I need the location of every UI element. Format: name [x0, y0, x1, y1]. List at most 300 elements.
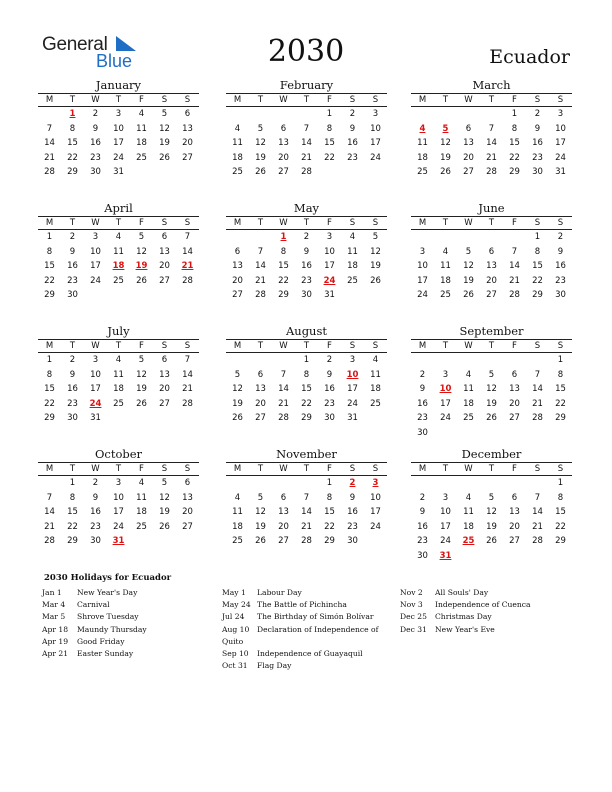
day-cell: 12 — [463, 261, 474, 272]
day-cell: 25 — [136, 521, 147, 532]
day-cell: 23 — [347, 152, 358, 163]
day-cell: 22 — [67, 152, 78, 163]
day-cell: 12 — [255, 507, 266, 518]
week-row — [226, 259, 387, 274]
day-cell: 18 — [232, 521, 243, 532]
day-cell: 2 — [557, 232, 564, 242]
holiday-entry — [222, 648, 392, 660]
weekday-label: F — [139, 341, 144, 351]
month-name: February — [279, 78, 334, 92]
day-cell: 16 — [347, 138, 358, 149]
day-cell: 8 — [46, 369, 53, 380]
day-cell: 17 — [370, 507, 381, 518]
day-cell: 15 — [555, 384, 566, 395]
week-row — [411, 382, 572, 397]
week-row — [226, 245, 387, 260]
generalblue-logo — [42, 34, 142, 70]
day-cell: 1 — [511, 109, 518, 119]
weekday-label: F — [139, 464, 144, 474]
day-cell: 7 — [184, 355, 191, 365]
empty-day-cell — [364, 534, 387, 549]
week-row — [38, 520, 199, 535]
weekday-label: T — [115, 95, 122, 105]
holiday-entry — [42, 648, 212, 660]
weekday-label: T — [115, 341, 122, 351]
empty-day-cell — [457, 107, 480, 122]
weekday-label: S — [349, 341, 356, 351]
weekday-label: W — [91, 218, 100, 228]
week-row — [411, 411, 572, 426]
day-cell: 6 — [280, 123, 287, 134]
day-cell: 16 — [417, 398, 428, 409]
weekday-header — [411, 93, 572, 107]
day-cell: 28 — [301, 167, 312, 178]
day-cell: 13 — [159, 369, 170, 380]
day-cell: 8 — [534, 246, 541, 257]
day-cell: 16 — [347, 507, 358, 518]
weekday-header — [411, 216, 572, 230]
holiday-day: 1 — [69, 109, 76, 119]
empty-day-cell — [480, 476, 503, 491]
day-cell: 13 — [509, 384, 520, 395]
day-cell: 23 — [417, 413, 428, 424]
holiday-column — [222, 587, 392, 672]
empty-day-cell — [249, 230, 272, 245]
empty-day-cell — [526, 353, 549, 368]
weekday-label: M — [233, 464, 242, 474]
day-cell: 12 — [159, 123, 170, 134]
day-cell: 18 — [440, 275, 451, 286]
day-cell: 17 — [90, 261, 101, 272]
day-cell: 27 — [159, 275, 170, 286]
day-cell: 26 — [159, 521, 170, 532]
week-row — [411, 122, 572, 137]
day-cell: 29 — [555, 536, 566, 547]
week-row — [38, 107, 199, 122]
day-cell: 9 — [557, 246, 564, 257]
month-august — [226, 324, 387, 426]
weekday-label: S — [184, 464, 191, 474]
day-cell: 1 — [303, 355, 310, 365]
weekday-label: S — [184, 95, 191, 105]
day-cell: 29 — [278, 290, 289, 301]
holiday-date: Apr 19 — [42, 636, 69, 646]
empty-day-cell — [176, 411, 199, 426]
weekday-label: T — [69, 464, 76, 474]
empty-day-cell — [480, 353, 503, 368]
day-cell: 28 — [255, 290, 266, 301]
day-cell: 15 — [532, 261, 543, 272]
holiday-name: Labour Day — [257, 588, 302, 597]
empty-day-cell — [434, 230, 457, 245]
day-cell: 20 — [159, 384, 170, 395]
empty-day-cell — [503, 230, 526, 245]
holiday-entry — [42, 624, 212, 636]
weekday-label: S — [557, 95, 564, 105]
day-cell: 8 — [511, 123, 518, 134]
day-cell: 7 — [184, 232, 191, 242]
day-cell: 4 — [234, 123, 241, 134]
empty-day-cell — [130, 288, 153, 303]
weekday-label: S — [349, 95, 356, 105]
day-cell: 19 — [136, 384, 147, 395]
day-cell: 22 — [324, 521, 335, 532]
day-cell: 4 — [138, 109, 145, 119]
weekday-label: M — [233, 218, 242, 228]
month-name: September — [459, 324, 524, 338]
holiday-day: 1 — [280, 232, 287, 242]
empty-day-cell — [526, 549, 549, 564]
weekday-label: S — [534, 95, 541, 105]
week-row — [411, 534, 572, 549]
day-cell: 1 — [534, 232, 541, 242]
month-july — [38, 324, 199, 426]
empty-day-cell — [153, 534, 176, 549]
weekday-label: F — [327, 464, 332, 474]
holiday-date: Apr 21 — [42, 649, 69, 659]
week-row — [411, 368, 572, 383]
day-cell: 15 — [301, 384, 312, 395]
day-cell: 15 — [324, 138, 335, 149]
day-cell: 8 — [69, 492, 76, 503]
holiday-name: Independence of Cuenca — [435, 600, 531, 610]
day-cell: 12 — [136, 246, 147, 257]
empty-day-cell — [130, 165, 153, 180]
weekday-header — [38, 93, 199, 107]
holiday-column — [400, 587, 570, 636]
day-cell: 7 — [46, 123, 53, 134]
empty-day-cell — [411, 107, 434, 122]
holiday-date: Dec 31 — [400, 624, 427, 634]
day-cell: 25 — [463, 413, 474, 424]
day-cell: 21 — [278, 398, 289, 409]
day-cell: 26 — [136, 275, 147, 286]
day-cell: 27 — [278, 536, 289, 547]
day-cell: 14 — [532, 384, 543, 395]
day-cell: 22 — [509, 152, 520, 163]
day-cell: 23 — [301, 275, 312, 286]
empty-day-cell — [226, 476, 249, 491]
day-cell: 3 — [557, 109, 564, 119]
day-cell: 15 — [44, 261, 55, 272]
day-cell: 15 — [509, 138, 520, 149]
day-cell: 30 — [301, 290, 312, 301]
day-cell: 6 — [257, 369, 264, 380]
day-cell: 14 — [182, 369, 193, 380]
day-cell: 22 — [44, 398, 55, 409]
week-row — [411, 426, 572, 441]
holiday-date: Dec 25 — [400, 612, 427, 622]
day-cell: 28 — [486, 167, 497, 178]
day-cell: 16 — [67, 384, 78, 395]
day-cell: 5 — [234, 369, 241, 380]
weekday-label: M — [45, 464, 54, 474]
day-cell: 14 — [301, 138, 312, 149]
day-cell: 23 — [532, 152, 543, 163]
day-cell: 11 — [463, 507, 474, 518]
day-cell: 17 — [324, 261, 335, 272]
day-cell: 29 — [509, 167, 520, 178]
day-cell: 28 — [182, 275, 193, 286]
weekday-label: T — [442, 341, 449, 351]
day-cell: 6 — [234, 246, 241, 257]
day-cell: 18 — [417, 152, 428, 163]
week-row — [226, 505, 387, 520]
day-cell: 3 — [115, 109, 122, 119]
weekday-label: W — [91, 95, 100, 105]
weekday-label: F — [327, 95, 332, 105]
day-cell: 12 — [255, 138, 266, 149]
day-cell: 2 — [419, 492, 426, 503]
day-cell: 19 — [463, 275, 474, 286]
empty-day-cell — [364, 288, 387, 303]
day-cell: 23 — [67, 275, 78, 286]
weekday-label: T — [257, 464, 264, 474]
empty-day-cell — [249, 476, 272, 491]
day-cell: 18 — [347, 261, 358, 272]
day-cell: 28 — [278, 413, 289, 424]
day-cell: 14 — [509, 261, 520, 272]
empty-day-cell — [226, 353, 249, 368]
day-cell: 2 — [349, 109, 356, 119]
day-cell: 12 — [136, 369, 147, 380]
holiday-entry — [42, 587, 212, 599]
day-cell: 30 — [417, 550, 428, 561]
day-cell: 14 — [44, 138, 55, 149]
empty-day-cell — [364, 165, 387, 180]
day-cell: 8 — [69, 123, 76, 134]
weekday-label: T — [115, 464, 122, 474]
month-november — [226, 447, 387, 549]
weekday-header — [38, 462, 199, 476]
day-cell: 17 — [370, 138, 381, 149]
day-cell: 20 — [182, 507, 193, 518]
day-cell: 10 — [555, 123, 566, 134]
day-cell: 3 — [115, 478, 122, 488]
holiday-day: 3 — [372, 478, 379, 488]
day-cell: 27 — [232, 290, 243, 301]
day-cell: 29 — [67, 167, 78, 178]
month-january — [38, 78, 199, 180]
day-cell: 4 — [442, 246, 449, 257]
weekday-label: S — [557, 218, 564, 228]
weekday-label: S — [184, 218, 191, 228]
holiday-name: Maundy Thursday — [77, 624, 147, 634]
week-row — [38, 122, 199, 137]
day-cell: 12 — [486, 507, 497, 518]
week-row — [38, 476, 199, 491]
day-cell: 11 — [113, 246, 124, 257]
day-cell: 12 — [440, 138, 451, 149]
weekday-header — [226, 216, 387, 230]
empty-day-cell — [411, 476, 434, 491]
day-cell: 24 — [417, 290, 428, 301]
holiday-date: Nov 3 — [400, 600, 423, 610]
empty-day-cell — [38, 107, 61, 122]
empty-day-cell — [434, 353, 457, 368]
day-cell: 14 — [486, 138, 497, 149]
week-row — [411, 259, 572, 274]
week-row — [38, 397, 199, 412]
day-cell: 9 — [69, 246, 76, 257]
day-cell: 17 — [417, 275, 428, 286]
week-row — [38, 288, 199, 303]
week-row — [411, 245, 572, 260]
empty-day-cell — [153, 288, 176, 303]
day-cell: 18 — [232, 152, 243, 163]
empty-day-cell — [411, 353, 434, 368]
holiday-column — [42, 587, 212, 660]
empty-day-cell — [503, 476, 526, 491]
day-cell: 15 — [555, 507, 566, 518]
weekday-label: W — [279, 218, 288, 228]
day-cell: 11 — [347, 246, 358, 257]
holiday-day: 31 — [112, 536, 125, 547]
weekday-label: W — [464, 95, 473, 105]
day-cell: 25 — [232, 536, 243, 547]
holiday-day: 18 — [112, 261, 125, 272]
weekday-label: M — [418, 95, 427, 105]
weekday-label: T — [303, 95, 310, 105]
day-cell: 4 — [138, 478, 145, 488]
day-cell: 16 — [90, 138, 101, 149]
day-cell: 15 — [324, 507, 335, 518]
day-cell: 9 — [534, 123, 541, 134]
day-cell: 25 — [417, 167, 428, 178]
day-cell: 12 — [486, 384, 497, 395]
week-row — [38, 165, 199, 180]
day-cell: 23 — [555, 275, 566, 286]
weekday-label: S — [184, 341, 191, 351]
weekday-label: M — [418, 464, 427, 474]
day-cell: 21 — [301, 521, 312, 532]
day-cell: 31 — [113, 167, 124, 178]
day-cell: 4 — [115, 232, 122, 242]
week-row — [38, 411, 199, 426]
day-cell: 2 — [92, 109, 99, 119]
day-cell: 8 — [557, 492, 564, 503]
day-cell: 28 — [509, 290, 520, 301]
day-cell: 5 — [488, 492, 495, 503]
empty-day-cell — [130, 534, 153, 549]
weekday-label: T — [69, 341, 76, 351]
day-cell: 4 — [234, 492, 241, 503]
day-cell: 27 — [255, 413, 266, 424]
day-cell: 11 — [440, 261, 451, 272]
empty-day-cell — [249, 353, 272, 368]
weekday-label: S — [349, 464, 356, 474]
week-row — [226, 151, 387, 166]
holiday-name: The Battle of Pichincha — [257, 600, 347, 610]
day-cell: 3 — [419, 246, 426, 257]
day-cell: 5 — [161, 109, 168, 119]
day-cell: 10 — [90, 369, 101, 380]
day-cell: 3 — [442, 492, 449, 503]
day-cell: 13 — [255, 384, 266, 395]
day-cell: 26 — [370, 275, 381, 286]
weekday-label: T — [488, 95, 495, 105]
holiday-day: 31 — [439, 550, 452, 561]
holiday-name: Christmas Day — [435, 612, 492, 622]
day-cell: 30 — [67, 413, 78, 424]
day-cell: 19 — [159, 138, 170, 149]
weekday-label: F — [139, 218, 144, 228]
day-cell: 31 — [347, 413, 358, 424]
holiday-name: New Year's Eve — [435, 624, 495, 634]
day-cell: 25 — [232, 167, 243, 178]
day-cell: 20 — [278, 152, 289, 163]
day-cell: 6 — [161, 232, 168, 242]
logo-general-text: General — [42, 34, 108, 55]
day-cell: 15 — [44, 384, 55, 395]
month-name: August — [285, 324, 327, 338]
day-cell: 22 — [532, 275, 543, 286]
day-cell: 13 — [278, 138, 289, 149]
weekday-header — [411, 462, 572, 476]
day-cell: 2 — [92, 478, 99, 488]
weekday-label: S — [534, 341, 541, 351]
week-row — [226, 491, 387, 506]
day-cell: 27 — [463, 167, 474, 178]
day-cell: 6 — [184, 478, 191, 488]
day-cell: 21 — [44, 521, 55, 532]
day-cell: 19 — [486, 398, 497, 409]
empty-day-cell — [434, 426, 457, 441]
day-cell: 13 — [232, 261, 243, 272]
day-cell: 14 — [532, 507, 543, 518]
day-cell: 25 — [370, 398, 381, 409]
week-row — [411, 491, 572, 506]
day-cell: 6 — [465, 123, 472, 134]
day-cell: 11 — [232, 507, 243, 518]
day-cell: 2 — [534, 109, 541, 119]
day-cell: 3 — [326, 232, 333, 242]
day-cell: 13 — [463, 138, 474, 149]
weekday-label: M — [418, 218, 427, 228]
weekday-label: M — [45, 341, 54, 351]
day-cell: 22 — [44, 275, 55, 286]
weekday-label: T — [69, 218, 76, 228]
day-cell: 26 — [136, 398, 147, 409]
day-cell: 20 — [278, 521, 289, 532]
weekday-header — [411, 339, 572, 353]
weekday-label: S — [161, 464, 168, 474]
day-cell: 30 — [417, 427, 428, 438]
day-cell: 6 — [184, 109, 191, 119]
day-cell: 21 — [509, 275, 520, 286]
week-row — [226, 122, 387, 137]
holiday-date: Mar 5 — [42, 612, 66, 622]
day-cell: 17 — [113, 138, 124, 149]
day-cell: 6 — [161, 355, 168, 365]
day-cell: 25 — [113, 275, 124, 286]
day-cell: 1 — [326, 478, 333, 488]
holiday-entry — [222, 660, 392, 672]
day-cell: 26 — [440, 167, 451, 178]
weekday-label: T — [442, 95, 449, 105]
holiday-day: 24 — [89, 398, 102, 409]
day-cell: 18 — [370, 384, 381, 395]
empty-day-cell — [549, 549, 572, 564]
day-cell: 31 — [324, 290, 335, 301]
day-cell: 30 — [555, 290, 566, 301]
week-row — [411, 136, 572, 151]
week-row — [226, 165, 387, 180]
day-cell: 13 — [159, 246, 170, 257]
empty-day-cell — [84, 288, 107, 303]
week-row — [38, 274, 199, 289]
weekday-header — [226, 339, 387, 353]
